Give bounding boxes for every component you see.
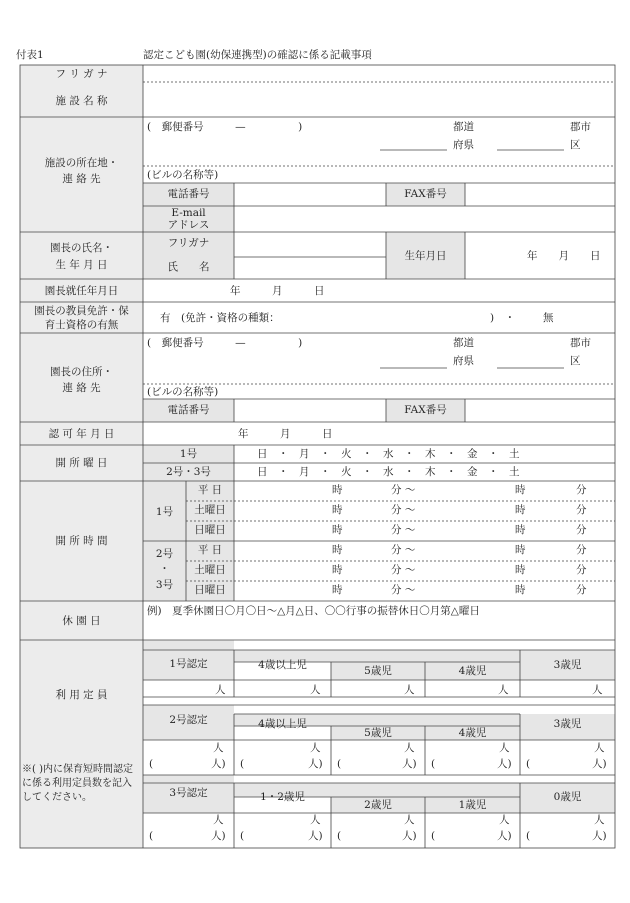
label-location-1: 施設の所在地・ — [44, 157, 119, 169]
hours-row-ji2-0: 時 — [515, 484, 526, 496]
label-director-name-2: 生 年 月 日 — [55, 259, 108, 271]
cap3-unit-1: 人 — [310, 814, 321, 826]
hours-row-fun-kara-5: 分 〜 — [391, 584, 416, 596]
hours-row-fun-kara-2: 分 〜 — [391, 524, 416, 536]
director-todo: 都道 — [453, 337, 474, 349]
hours-row-label-4: 土曜日 — [194, 564, 226, 576]
cap3-paren-close-1: 人) — [308, 830, 323, 842]
hours-row-fun-kara-3: 分 〜 — [391, 544, 416, 556]
facility-fax-label: FAX番号 — [404, 188, 447, 200]
cap3-paren-open-2: ( — [337, 830, 342, 842]
hours-row-ji-1: 時 — [332, 504, 343, 516]
facility-todo: 都道 — [453, 121, 474, 133]
cap1-age4: 4歳児 — [458, 665, 487, 677]
cap2-paren-open-1: ( — [240, 758, 245, 770]
license-text: 有 (免許・資格の種類： — [160, 312, 280, 324]
capacity-note: ※( )内に保育短時間認定に係る利用定員数を記入してください。 — [22, 764, 133, 803]
cap1-age5: 5歳児 — [364, 665, 392, 677]
cap2-paren-open-0: ( — [149, 758, 154, 770]
cap1-unit-4: 人 — [498, 684, 509, 696]
hours-group-1: 1号 — [155, 506, 174, 518]
cap3-unit-2: 人 — [404, 814, 415, 826]
holiday-example: 例) 夏季休園日〇月〇日〜△月△日、〇〇行事の振替休日〇月第△曜日 — [147, 605, 480, 617]
label-holidays: 休 園 日 — [62, 615, 101, 627]
director-gunshi: 郡市 — [570, 337, 591, 349]
director-start-format: 年 月 日 — [230, 285, 325, 297]
director-birth-format: 年 月 日 — [527, 250, 601, 262]
hours-row-ji2-2: 時 — [515, 524, 526, 536]
cap2-age3: 3歳児 — [553, 718, 582, 730]
hours-row-fun2-0: 分 — [576, 484, 587, 496]
facility-fuken: 府県 — [453, 139, 474, 151]
cap3-age2: 2歳児 — [364, 799, 392, 811]
director-birth-label: 生年月日 — [404, 250, 447, 262]
label-approval-date: 認 可 年 月 日 — [48, 428, 115, 440]
hours-row-label-1: 土曜日 — [194, 504, 226, 516]
label-license-1: 園長の教員免許・保 — [34, 305, 129, 317]
cap3-age12: 1・2歳児 — [260, 791, 305, 803]
sheet-number: 付表1 — [16, 49, 44, 61]
hours-row-ji-3: 時 — [332, 544, 343, 556]
hours-row-ji2-3: 時 — [515, 544, 526, 556]
facility-building: (ビルの名称等) — [147, 169, 219, 181]
facility-gunshi: 郡市 — [570, 121, 591, 133]
cap3-paren-open-3: ( — [431, 830, 436, 842]
cap2-paren-open-4: ( — [526, 758, 531, 770]
label-director-name-1: 園長の氏名・ — [50, 242, 113, 254]
hours-row-label-2: 日曜日 — [194, 524, 226, 536]
cap2-paren-close-3: 人) — [497, 758, 512, 770]
cap3-paren-open-0: ( — [149, 830, 154, 842]
hours-row-fun2-5: 分 — [576, 584, 587, 596]
label-open-hours: 開 所 時 間 — [55, 535, 108, 547]
cap2-age5: 5歳児 — [364, 727, 392, 739]
label-facility-name: 施 設 名 称 — [55, 95, 108, 107]
hours-row-label-5: 日曜日 — [194, 584, 226, 596]
label-director-start: 園長就任年月日 — [44, 285, 119, 297]
director-phone-label: 電話番号 — [167, 404, 210, 416]
cap2-unit-0: 人 — [213, 742, 224, 754]
facility-email-label-2: アドレス — [167, 219, 210, 231]
label-director-addr-2: 連 絡 先 — [62, 382, 101, 394]
cap3-paren-close-0: 人) — [211, 830, 226, 842]
cap2-paren-close-1: 人) — [308, 758, 323, 770]
hours-row-label-0: 平 日 — [197, 484, 223, 496]
hours-row-ji-4: 時 — [332, 564, 343, 576]
cap-group-1: 1号認定 — [169, 658, 208, 670]
cap3-age0: 0歳児 — [553, 791, 582, 803]
hours-row-fun-kara-1: 分 〜 — [391, 504, 416, 516]
facility-phone-label: 電話番号 — [167, 188, 210, 200]
hours-row-fun-kara-0: 分 〜 — [391, 484, 416, 496]
cap2-age4: 4歳児 — [458, 727, 487, 739]
label-furigana: フ リ ガ ナ — [55, 68, 108, 80]
hours-row-label-3: 平 日 — [197, 544, 223, 556]
hours-row-ji-5: 時 — [332, 584, 343, 596]
director-postal: ( 郵便番号 — ) — [147, 337, 303, 349]
cap2-paren-open-2: ( — [337, 758, 342, 770]
days-label-1: 1号 — [179, 448, 198, 460]
cap2-unit-4: 人 — [594, 742, 605, 754]
days-label-2: 2号・3号 — [166, 466, 211, 478]
cap3-paren-close-3: 人) — [497, 830, 512, 842]
cap1-unit-3: 人 — [404, 684, 415, 696]
cap1-age4up: 4歳以上児 — [258, 659, 307, 671]
hours-row-fun-kara-4: 分 〜 — [391, 564, 416, 576]
director-name-label: 氏 名 — [167, 261, 210, 273]
cap2-unit-1: 人 — [310, 742, 321, 754]
cap1-unit-2: 人 — [310, 684, 321, 696]
cap-group-3: 3号認定 — [169, 787, 208, 799]
cap1-age3: 3歳児 — [553, 659, 582, 671]
cap3-paren-open-1: ( — [240, 830, 245, 842]
label-director-addr-1: 園長の住所・ — [50, 366, 113, 378]
hours-row-fun2-1: 分 — [576, 504, 587, 516]
cap2-unit-2: 人 — [404, 742, 415, 754]
license-none: 無 — [543, 312, 554, 324]
cap3-paren-close-2: 人) — [402, 830, 417, 842]
cap3-unit-0: 人 — [213, 814, 224, 826]
label-open-days: 開 所 曜 日 — [55, 457, 108, 469]
cap2-paren-close-4: 人) — [592, 758, 607, 770]
facility-ku: 区 — [570, 139, 581, 151]
facility-postal: ( 郵便番号 — ) — [147, 121, 303, 133]
cap2-paren-close-0: 人) — [211, 758, 226, 770]
hours-row-ji2-5: 時 — [515, 584, 526, 596]
hours-row-ji-0: 時 — [332, 484, 343, 496]
form-title: 認定こども園(幼保連携型)の確認に係る記載事項 — [143, 49, 372, 61]
cap3-paren-close-4: 人) — [592, 830, 607, 842]
cap2-age4up: 4歳以上児 — [258, 718, 307, 730]
cap1-unit-1: 人 — [215, 684, 226, 696]
cap3-unit-3: 人 — [499, 814, 510, 826]
hours-row-ji2-1: 時 — [515, 504, 526, 516]
hours-row-ji2-4: 時 — [515, 564, 526, 576]
days-text-2: 日 ・ 月 ・ 火 ・ 水 ・ 木 ・ 金 ・ 土 — [257, 466, 520, 478]
cap-group-2: 2号認定 — [169, 714, 208, 726]
director-fuken: 府県 — [453, 355, 474, 367]
cap1-unit-5: 人 — [592, 684, 603, 696]
director-ku: 区 — [570, 355, 581, 367]
approval-date-format: 年 月 日 — [238, 428, 333, 440]
cap3-paren-open-4: ( — [526, 830, 531, 842]
director-fax-label: FAX番号 — [404, 404, 447, 416]
hours-row-fun2-2: 分 — [576, 524, 587, 536]
hours-group-2-a: 2号 — [155, 548, 174, 560]
cap3-age1: 1歳児 — [458, 799, 487, 811]
hours-row-fun2-3: 分 — [576, 544, 587, 556]
license-close: ) ・ — [490, 312, 516, 324]
days-text-1: 日 ・ 月 ・ 火 ・ 水 ・ 木 ・ 金 ・ 土 — [257, 448, 520, 460]
cap2-paren-close-2: 人) — [402, 758, 417, 770]
facility-email-label-1: E-mail — [171, 207, 206, 219]
label-license-2: 育士資格の有無 — [44, 319, 119, 331]
director-building: (ビルの名称等) — [147, 386, 219, 398]
hours-row-fun2-4: 分 — [576, 564, 587, 576]
cap3-unit-4: 人 — [594, 814, 605, 826]
label-location-2: 連 絡 先 — [62, 173, 101, 185]
cap2-paren-open-3: ( — [431, 758, 436, 770]
hours-group-2-c: 3号 — [155, 579, 174, 591]
hours-group-2-b: ・ — [159, 563, 170, 575]
cap2-unit-3: 人 — [499, 742, 510, 754]
label-capacity: 利 用 定 員 — [55, 689, 108, 701]
hours-row-ji-2: 時 — [332, 524, 343, 536]
director-furigana-label: フリガナ — [167, 237, 210, 249]
